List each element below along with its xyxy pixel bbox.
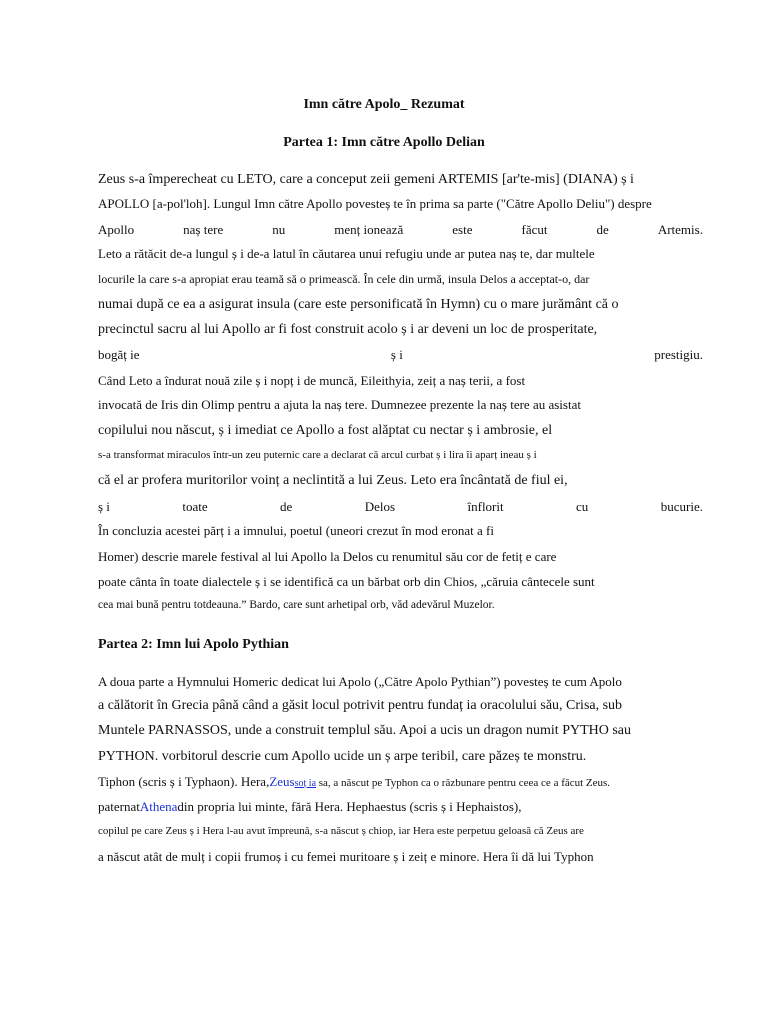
text-line: Leto a rătăcit de-a lungul ș i de-a latul în căutarea unui refugiu unde ar putea naș te, dar multele [98, 246, 595, 261]
word: de [280, 499, 293, 514]
word: Delos [364, 499, 396, 514]
text-line: În concluzia acestei părț i a imnului, poetul (uneori crezut în mod eronat a fi [98, 523, 494, 538]
word: ș i [98, 499, 110, 514]
word: făcut [521, 222, 548, 237]
text-line: poate cânta în toate dialectele ș i se identifică ca un bărbat orb din Chios, „căruia cântecele sunt [98, 574, 595, 589]
text-line: precinctul sacru al lui Apollo ar fi fost construit acolo ș i ar deveni un loc de prosperitate, [98, 322, 598, 337]
text-line: Zeus s-a împerecheat cu LETO, care a conceput zeii gemeni ARTEMIS [ar'te-mis] (DIANA) ș i [98, 172, 634, 187]
text-segment: Tiphon (scris ș i Typhaon). Hera, [98, 774, 270, 789]
word: toate [182, 499, 208, 514]
section-heading-part1: Partea 1: Imn către Apollo Delian [283, 135, 485, 150]
text-segment: sa, a născut pe Typhon ca o răzbunare pentru ceea ce a făcut Zeus. [316, 777, 611, 789]
word: menț ionează [334, 222, 404, 237]
text-segment: din propria lui minte, fără Hera. Hephaestus (scris ș i Hephaistos), [177, 799, 522, 814]
word: nu [272, 222, 286, 237]
text-line: cea mai bună pentru totdeauna.” Bardo, care sunt arhetipal orb, văd adevărul Muzelor. [98, 599, 495, 611]
section-heading-part2: Partea 2: Imn lui Apolo Pythian [98, 637, 289, 652]
word: Artemis. [657, 222, 703, 237]
text-line: copilul pe care Zeus ș i Hera l-au avut împreună, s-a născut ș chiop, iar Hera este perpetuu geloasă că Zeus are [98, 825, 584, 837]
word: de [596, 222, 609, 237]
text-line: invocată de Iris din Olimp pentru a ajuta la naș tere. Dumnezee prezente la naș tere au asistat [98, 397, 581, 412]
text-segment: paternat [98, 799, 140, 814]
word: ș i [390, 347, 403, 362]
text-line: Muntele PARNASSOS, unde a construit templul său. Apoi a ucis un dragon numit PYTHO sau [98, 723, 632, 738]
text-line: numai după ce ea a asigurat insula (care este personificată în Hymn) cu o mare jurământ că o [98, 297, 619, 312]
text-line [98, 799, 703, 815]
word: Apollo [98, 222, 135, 237]
text-line: s-a transformat miraculos într-un zeu puternic care a declarat că arcul curbat ș i lira îi aparț ineau ș i [98, 449, 537, 461]
text-line: a născut atât de mulț i copii frumoș i cu femei muritoare ș i zeiț e minore. Hera îi dă lui Typhon [98, 849, 594, 864]
word: prestigiu. [654, 347, 703, 362]
justified-line [98, 222, 703, 238]
word: cu [576, 499, 589, 514]
text-line: APOLLO [a-pol'loh]. Lungul Imn către Apollo povesteș te în prima sa parte ("Către Apollo Deliu") despre [98, 196, 652, 211]
text-line: PYTHON. vorbitorul descrie cum Apollo ucide un ș arpe teribil, care păzeș te monstru. [98, 749, 587, 764]
text-line: locurile la care s-a apropiat erau teamă să o primească. În cele din urmă, insula Delos a acceptat-o, dar [98, 272, 590, 286]
document-title: Imn către Apolo_ Rezumat [303, 97, 465, 112]
text-line: copilului nou născut, ș i imediat ce Apollo a fost alăptat cu nectar ș i ambrosie, el [98, 423, 553, 438]
word: bogăț ie [98, 347, 140, 362]
word: este [452, 222, 473, 237]
underlined-text: soț ia [294, 778, 317, 789]
justified-line [98, 499, 703, 515]
text-line: că el ar profera muritorilor voinț a neclintită a lui Zeus. Leto era încântată de fiul ei, [98, 473, 568, 488]
athena-link[interactable]: Athena [139, 799, 178, 814]
word: bucurie. [660, 499, 703, 514]
justified-line [98, 347, 703, 363]
text-line: Când Leto a îndurat nouă zile ș i nopț i de muncă, Eileithyia, zeiț a naș terii, a fost [98, 373, 526, 388]
zeus-link[interactable]: Zeus [269, 774, 295, 789]
word: naș tere [183, 222, 224, 237]
text-line: A doua parte a Hymnului Homeric dedicat lui Apolo („Către Apolo Pythian”) povesteș te cum Apolo [98, 674, 622, 689]
word: înflorit [467, 499, 504, 514]
text-line: a călătorit în Grecia până când a găsit locul potrivit pentru fundaț ia oracolului său, Crisa, sub [98, 698, 623, 713]
text-line: Homer) descrie marele festival al lui Apollo la Delos cu renumitul său cor de fetiț e care [98, 549, 557, 564]
text-line [98, 774, 703, 790]
